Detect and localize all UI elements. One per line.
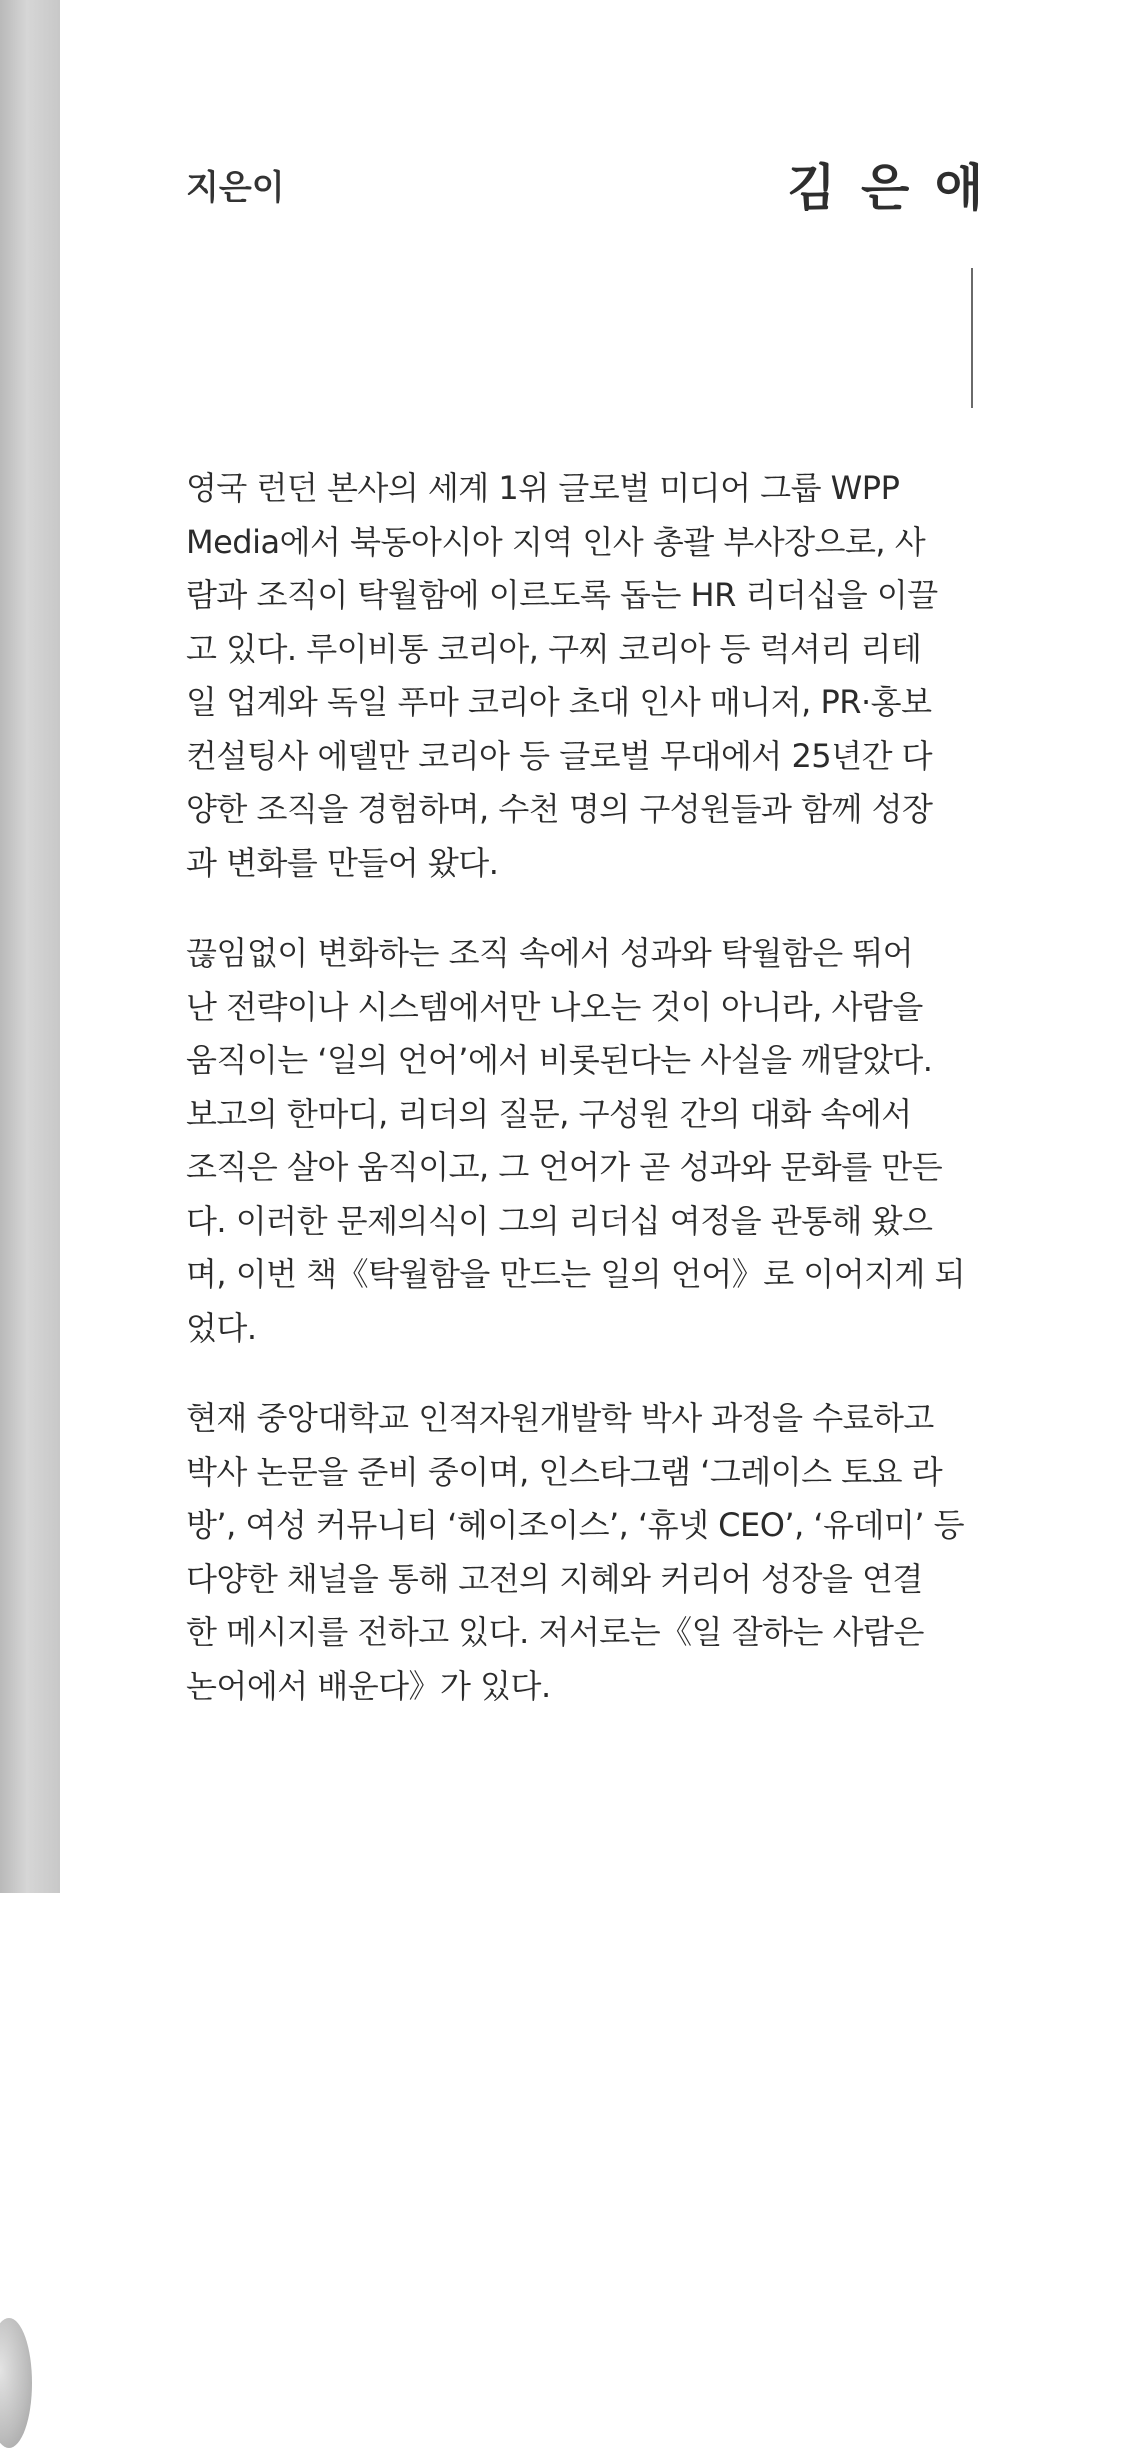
bio-line: 조직은 살아 움직이고, 그 언어가 곧 성과와 문화를 만든	[186, 1148, 943, 1186]
bio-paragraph-3	[186, 1392, 990, 1713]
bio-line: 람과 조직이 탁월함에 이르도록 돕는 HR 리더십을 이끌	[186, 576, 938, 614]
bio-line: 한 메시지를 전하고 있다. 저서로는《일 잘하는 사람은	[186, 1613, 924, 1651]
bio-line: 다. 이러한 문제의식이 그의 리더십 여정을 관통해 왔으	[186, 1201, 933, 1240]
bio-line: 현재 중앙대학교 인적자원개발학 박사 과정을 수료하고	[186, 1399, 934, 1437]
bio-line: 과 변화를 만들어 왔다.	[186, 843, 499, 882]
author-bio	[186, 462, 990, 1750]
author-name: 김 은 애	[787, 159, 987, 217]
bio-paragraph-1	[186, 462, 990, 890]
bio-line: 일 업계와 독일 푸마 코리아 초대 인사 매니저, PR·홍보	[186, 683, 932, 721]
bio-line: 양한 조직을 경험하며, 수천 명의 구성원들과 함께 성장	[186, 790, 933, 828]
bio-line: 며, 이번 책《탁월함을 만드는 일의 언어》로 이어지게 되	[186, 1255, 966, 1293]
bio-line: 다양한 채널을 통해 고전의 지혜와 커리어 성장을 연결	[186, 1559, 923, 1598]
author-label: 지은이	[186, 168, 285, 208]
bio-line: 박사 논문을 준비 중이며, 인스타그램 ‘그레이스 토요 라	[186, 1452, 943, 1491]
bio-line: 난 전략이나 시스템에서만 나오는 것이 아니라, 사람을	[186, 987, 923, 1026]
bio-line: 영국 런던 본사의 세계 1위 글로벌 미디어 그룹 WPP	[186, 469, 900, 507]
vertical-divider	[971, 268, 973, 408]
bio-line: 방’, 여성 커뮤니티 ‘헤이조이스’, ‘휴넷 CEO’, ‘유데미’ 등	[186, 1506, 965, 1544]
bio-line: Media에서 북동아시아 지역 인사 총괄 부사장으로, 사	[186, 522, 926, 561]
bio-line: 고 있다. 루이비통 코리아, 구찌 코리아 등 럭셔리 리테	[186, 629, 922, 668]
bio-line: 었다.	[186, 1308, 257, 1347]
bio-line: 컨설팅사 에델만 코리아 등 글로벌 무대에서 25년간 다	[186, 736, 933, 775]
bio-line: 보고의 한마디, 리더의 질문, 구성원 간의 대화 속에서	[186, 1094, 912, 1133]
page-edge-strip	[0, 0, 60, 1893]
bio-line: 논어에서 배운다》가 있다.	[186, 1666, 551, 1705]
corner-decoration	[0, 2318, 32, 2448]
bio-paragraph-2	[186, 927, 990, 1355]
bio-line: 움직이는 ‘일의 언어’에서 비롯된다는 사실을 깨달았다.	[186, 1041, 933, 1079]
bio-line: 끊임없이 변화하는 조직 속에서 성과와 탁월함은 뛰어	[186, 934, 914, 972]
